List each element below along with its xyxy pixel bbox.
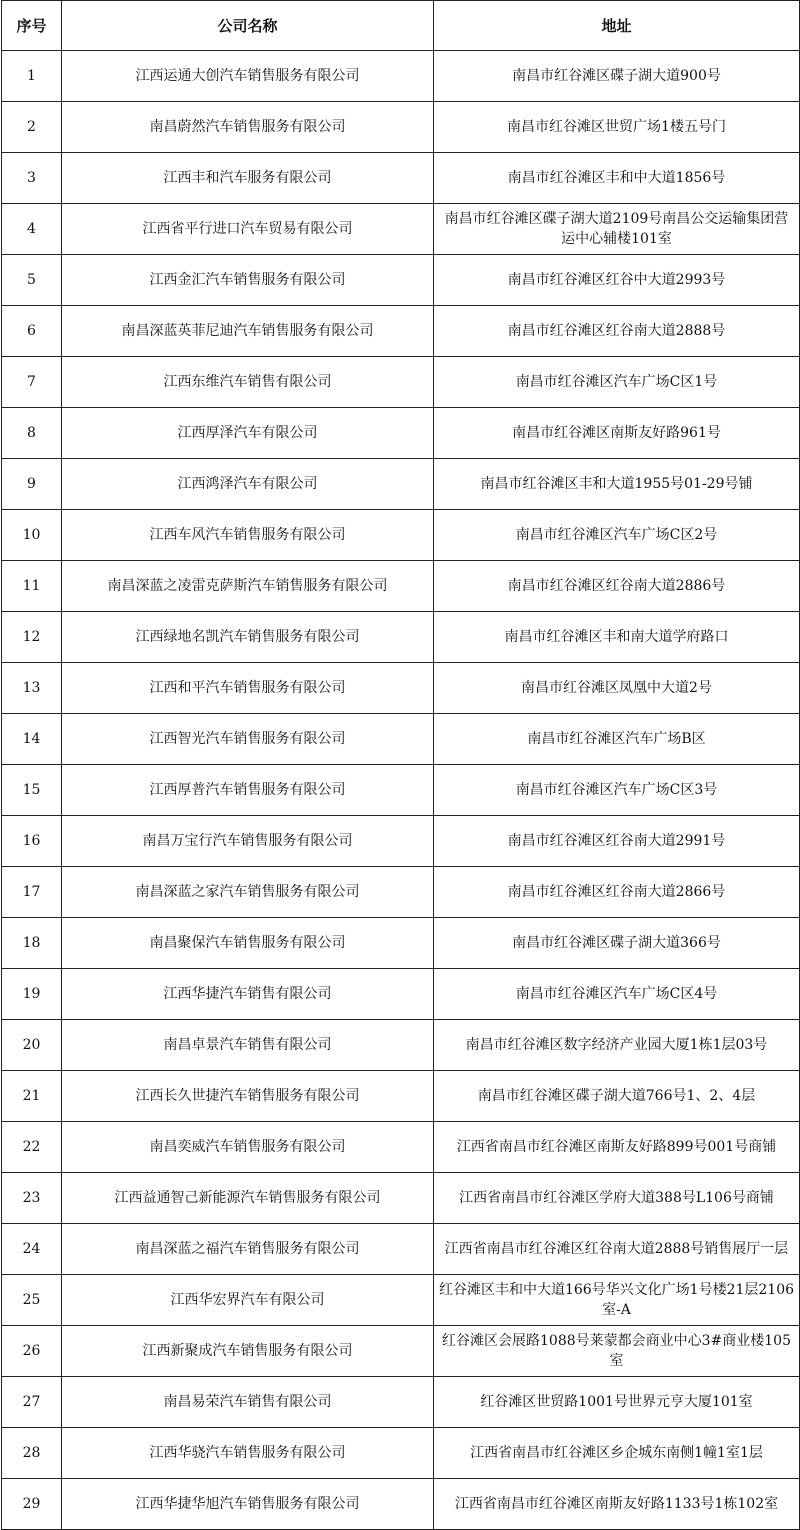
table-row <box>2 204 800 255</box>
company-name-cell: 江西华捷汽车销售有限公司 <box>62 969 434 1020</box>
table-row <box>2 459 800 510</box>
table-body <box>2 51 800 1530</box>
address-cell: 南昌市红谷滩区世贸广场1楼五号门 <box>434 102 800 153</box>
row-number: 4 <box>2 204 62 255</box>
row-number: 9 <box>2 459 62 510</box>
address-cell: 江西省南昌市红谷滩区红谷南大道2888号销售展厅一层 <box>434 1224 800 1275</box>
table-row <box>2 1428 800 1479</box>
address-cell: 南昌市红谷滩区汽车广场C区2号 <box>434 510 800 561</box>
company-name-cell: 南昌易荣汽车销售有限公司 <box>62 1377 434 1428</box>
company-name-cell: 南昌深蓝之福汽车销售服务有限公司 <box>62 1224 434 1275</box>
table-row <box>2 714 800 765</box>
address-cell: 南昌市红谷滩区丰和南大道学府路口 <box>434 612 800 663</box>
row-number: 22 <box>2 1122 62 1173</box>
address-cell: 南昌市红谷滩区碟子湖大道766号1、2、4层 <box>434 1071 800 1122</box>
header-company-name: 公司名称 <box>62 1 434 51</box>
company-name-cell: 南昌深蓝之凌雷克萨斯汽车销售服务有限公司 <box>62 561 434 612</box>
row-number: 26 <box>2 1326 62 1377</box>
table-row <box>2 1071 800 1122</box>
address-cell: 南昌市红谷滩区红谷南大道2991号 <box>434 816 800 867</box>
row-number: 7 <box>2 357 62 408</box>
table-row <box>2 561 800 612</box>
table-row <box>2 1275 800 1326</box>
company-name-cell: 江西厚普汽车销售服务有限公司 <box>62 765 434 816</box>
address-cell: 南昌市红谷滩区碟子湖大道366号 <box>434 918 800 969</box>
company-name-cell: 江西车风汽车销售服务有限公司 <box>62 510 434 561</box>
row-number: 14 <box>2 714 62 765</box>
row-number: 12 <box>2 612 62 663</box>
company-name-cell: 江西华宏界汽车有限公司 <box>62 1275 434 1326</box>
row-number: 1 <box>2 51 62 102</box>
company-name-cell: 江西东维汽车销售有限公司 <box>62 357 434 408</box>
address-cell: 江西省南昌市红谷滩区南斯友好路1133号1栋102室 <box>434 1479 800 1530</box>
header-row <box>2 1 800 51</box>
row-number: 3 <box>2 153 62 204</box>
table-row <box>2 765 800 816</box>
table-row <box>2 1173 800 1224</box>
row-number: 24 <box>2 1224 62 1275</box>
row-number: 21 <box>2 1071 62 1122</box>
table-row <box>2 612 800 663</box>
address-cell: 南昌市红谷滩区凤凰中大道2号 <box>434 663 800 714</box>
address-cell: 南昌市红谷滩区红谷南大道2886号 <box>434 561 800 612</box>
table-row <box>2 1020 800 1071</box>
address-cell: 南昌市红谷滩区红谷南大道2888号 <box>434 306 800 357</box>
company-name-cell: 江西智光汽车销售服务有限公司 <box>62 714 434 765</box>
address-cell: 南昌市红谷滩区红谷南大道2866号 <box>434 867 800 918</box>
address-cell: 南昌市红谷滩区汽车广场C区4号 <box>434 969 800 1020</box>
address-cell: 南昌市红谷滩区汽车广场C区1号 <box>434 357 800 408</box>
header-address: 地址 <box>434 1 800 51</box>
address-cell: 红谷滩区丰和中大道166号华兴文化广场1号楼21层2106室-A <box>434 1275 800 1326</box>
company-name-cell: 江西厚泽汽车有限公司 <box>62 408 434 459</box>
address-cell: 南昌市红谷滩区碟子湖大道2109号南昌公交运输集团营运中心辅楼101室 <box>434 204 800 255</box>
table-row <box>2 1122 800 1173</box>
address-cell: 南昌市红谷滩区汽车广场C区3号 <box>434 765 800 816</box>
table-row <box>2 816 800 867</box>
row-number: 11 <box>2 561 62 612</box>
company-name-cell: 江西新聚成汽车销售服务有限公司 <box>62 1326 434 1377</box>
table-row <box>2 1479 800 1530</box>
row-number: 19 <box>2 969 62 1020</box>
row-number: 23 <box>2 1173 62 1224</box>
row-number: 2 <box>2 102 62 153</box>
row-number: 27 <box>2 1377 62 1428</box>
table-row <box>2 1326 800 1377</box>
table-row <box>2 918 800 969</box>
company-name-cell: 江西金汇汽车销售服务有限公司 <box>62 255 434 306</box>
company-name-cell: 江西运通大创汽车销售服务有限公司 <box>62 51 434 102</box>
address-cell: 江西省南昌市红谷滩区南斯友好路899号001号商铺 <box>434 1122 800 1173</box>
address-cell: 南昌市红谷滩区丰和中大道1856号 <box>434 153 800 204</box>
company-name-cell: 南昌聚保汽车销售服务有限公司 <box>62 918 434 969</box>
address-cell: 南昌市红谷滩区红谷中大道2993号 <box>434 255 800 306</box>
table-row <box>2 102 800 153</box>
address-cell: 南昌市红谷滩区南斯友好路961号 <box>434 408 800 459</box>
company-name-cell: 南昌蔚然汽车销售服务有限公司 <box>62 102 434 153</box>
row-number: 17 <box>2 867 62 918</box>
row-number: 20 <box>2 1020 62 1071</box>
company-name-cell: 江西鸿泽汽车有限公司 <box>62 459 434 510</box>
address-cell: 红谷滩区世贸路1001号世界元亨大厦101室 <box>434 1377 800 1428</box>
table-row <box>2 51 800 102</box>
company-table <box>1 0 800 1530</box>
company-name-cell: 江西绿地名凯汽车销售服务有限公司 <box>62 612 434 663</box>
address-cell: 南昌市红谷滩区碟子湖大道900号 <box>434 51 800 102</box>
table-row <box>2 306 800 357</box>
company-name-cell: 江西省平行进口汽车贸易有限公司 <box>62 204 434 255</box>
table-row <box>2 867 800 918</box>
row-number: 29 <box>2 1479 62 1530</box>
row-number: 8 <box>2 408 62 459</box>
row-number: 25 <box>2 1275 62 1326</box>
company-name-cell: 南昌奕威汽车销售服务有限公司 <box>62 1122 434 1173</box>
address-cell: 南昌市红谷滩区汽车广场B区 <box>434 714 800 765</box>
company-name-cell: 江西华捷华旭汽车销售服务有限公司 <box>62 1479 434 1530</box>
table-row <box>2 1224 800 1275</box>
company-name-cell: 江西长久世捷汽车销售服务有限公司 <box>62 1071 434 1122</box>
company-name-cell: 南昌万宝行汽车销售服务有限公司 <box>62 816 434 867</box>
company-name-cell: 南昌深蓝英菲尼迪汽车销售服务有限公司 <box>62 306 434 357</box>
company-name-cell: 江西丰和汽车服务有限公司 <box>62 153 434 204</box>
company-name-cell: 江西和平汽车销售服务有限公司 <box>62 663 434 714</box>
table-row <box>2 1377 800 1428</box>
company-name-cell: 江西益通智己新能源汽车销售服务有限公司 <box>62 1173 434 1224</box>
table-row <box>2 255 800 306</box>
header-no: 序号 <box>2 1 62 51</box>
table-row <box>2 663 800 714</box>
table-row <box>2 510 800 561</box>
row-number: 18 <box>2 918 62 969</box>
row-number: 15 <box>2 765 62 816</box>
row-number: 6 <box>2 306 62 357</box>
row-number: 10 <box>2 510 62 561</box>
address-cell: 江西省南昌市红谷滩区乡企城东南侧1幢1室1层 <box>434 1428 800 1479</box>
address-cell: 南昌市红谷滩区丰和大道1955号01-29号铺 <box>434 459 800 510</box>
table-row <box>2 969 800 1020</box>
row-number: 16 <box>2 816 62 867</box>
table-row <box>2 153 800 204</box>
address-cell: 南昌市红谷滩区数字经济产业园大厦1栋1层03号 <box>434 1020 800 1071</box>
table-row <box>2 357 800 408</box>
address-cell: 红谷滩区会展路1088号莱蒙都会商业中心3#商业楼105室 <box>434 1326 800 1377</box>
address-cell: 江西省南昌市红谷滩区学府大道388号L106号商铺 <box>434 1173 800 1224</box>
row-number: 28 <box>2 1428 62 1479</box>
row-number: 13 <box>2 663 62 714</box>
company-name-cell: 南昌深蓝之家汽车销售服务有限公司 <box>62 867 434 918</box>
company-name-cell: 江西华骁汽车销售服务有限公司 <box>62 1428 434 1479</box>
company-name-cell: 南昌卓景汽车销售有限公司 <box>62 1020 434 1071</box>
table-row <box>2 408 800 459</box>
row-number: 5 <box>2 255 62 306</box>
